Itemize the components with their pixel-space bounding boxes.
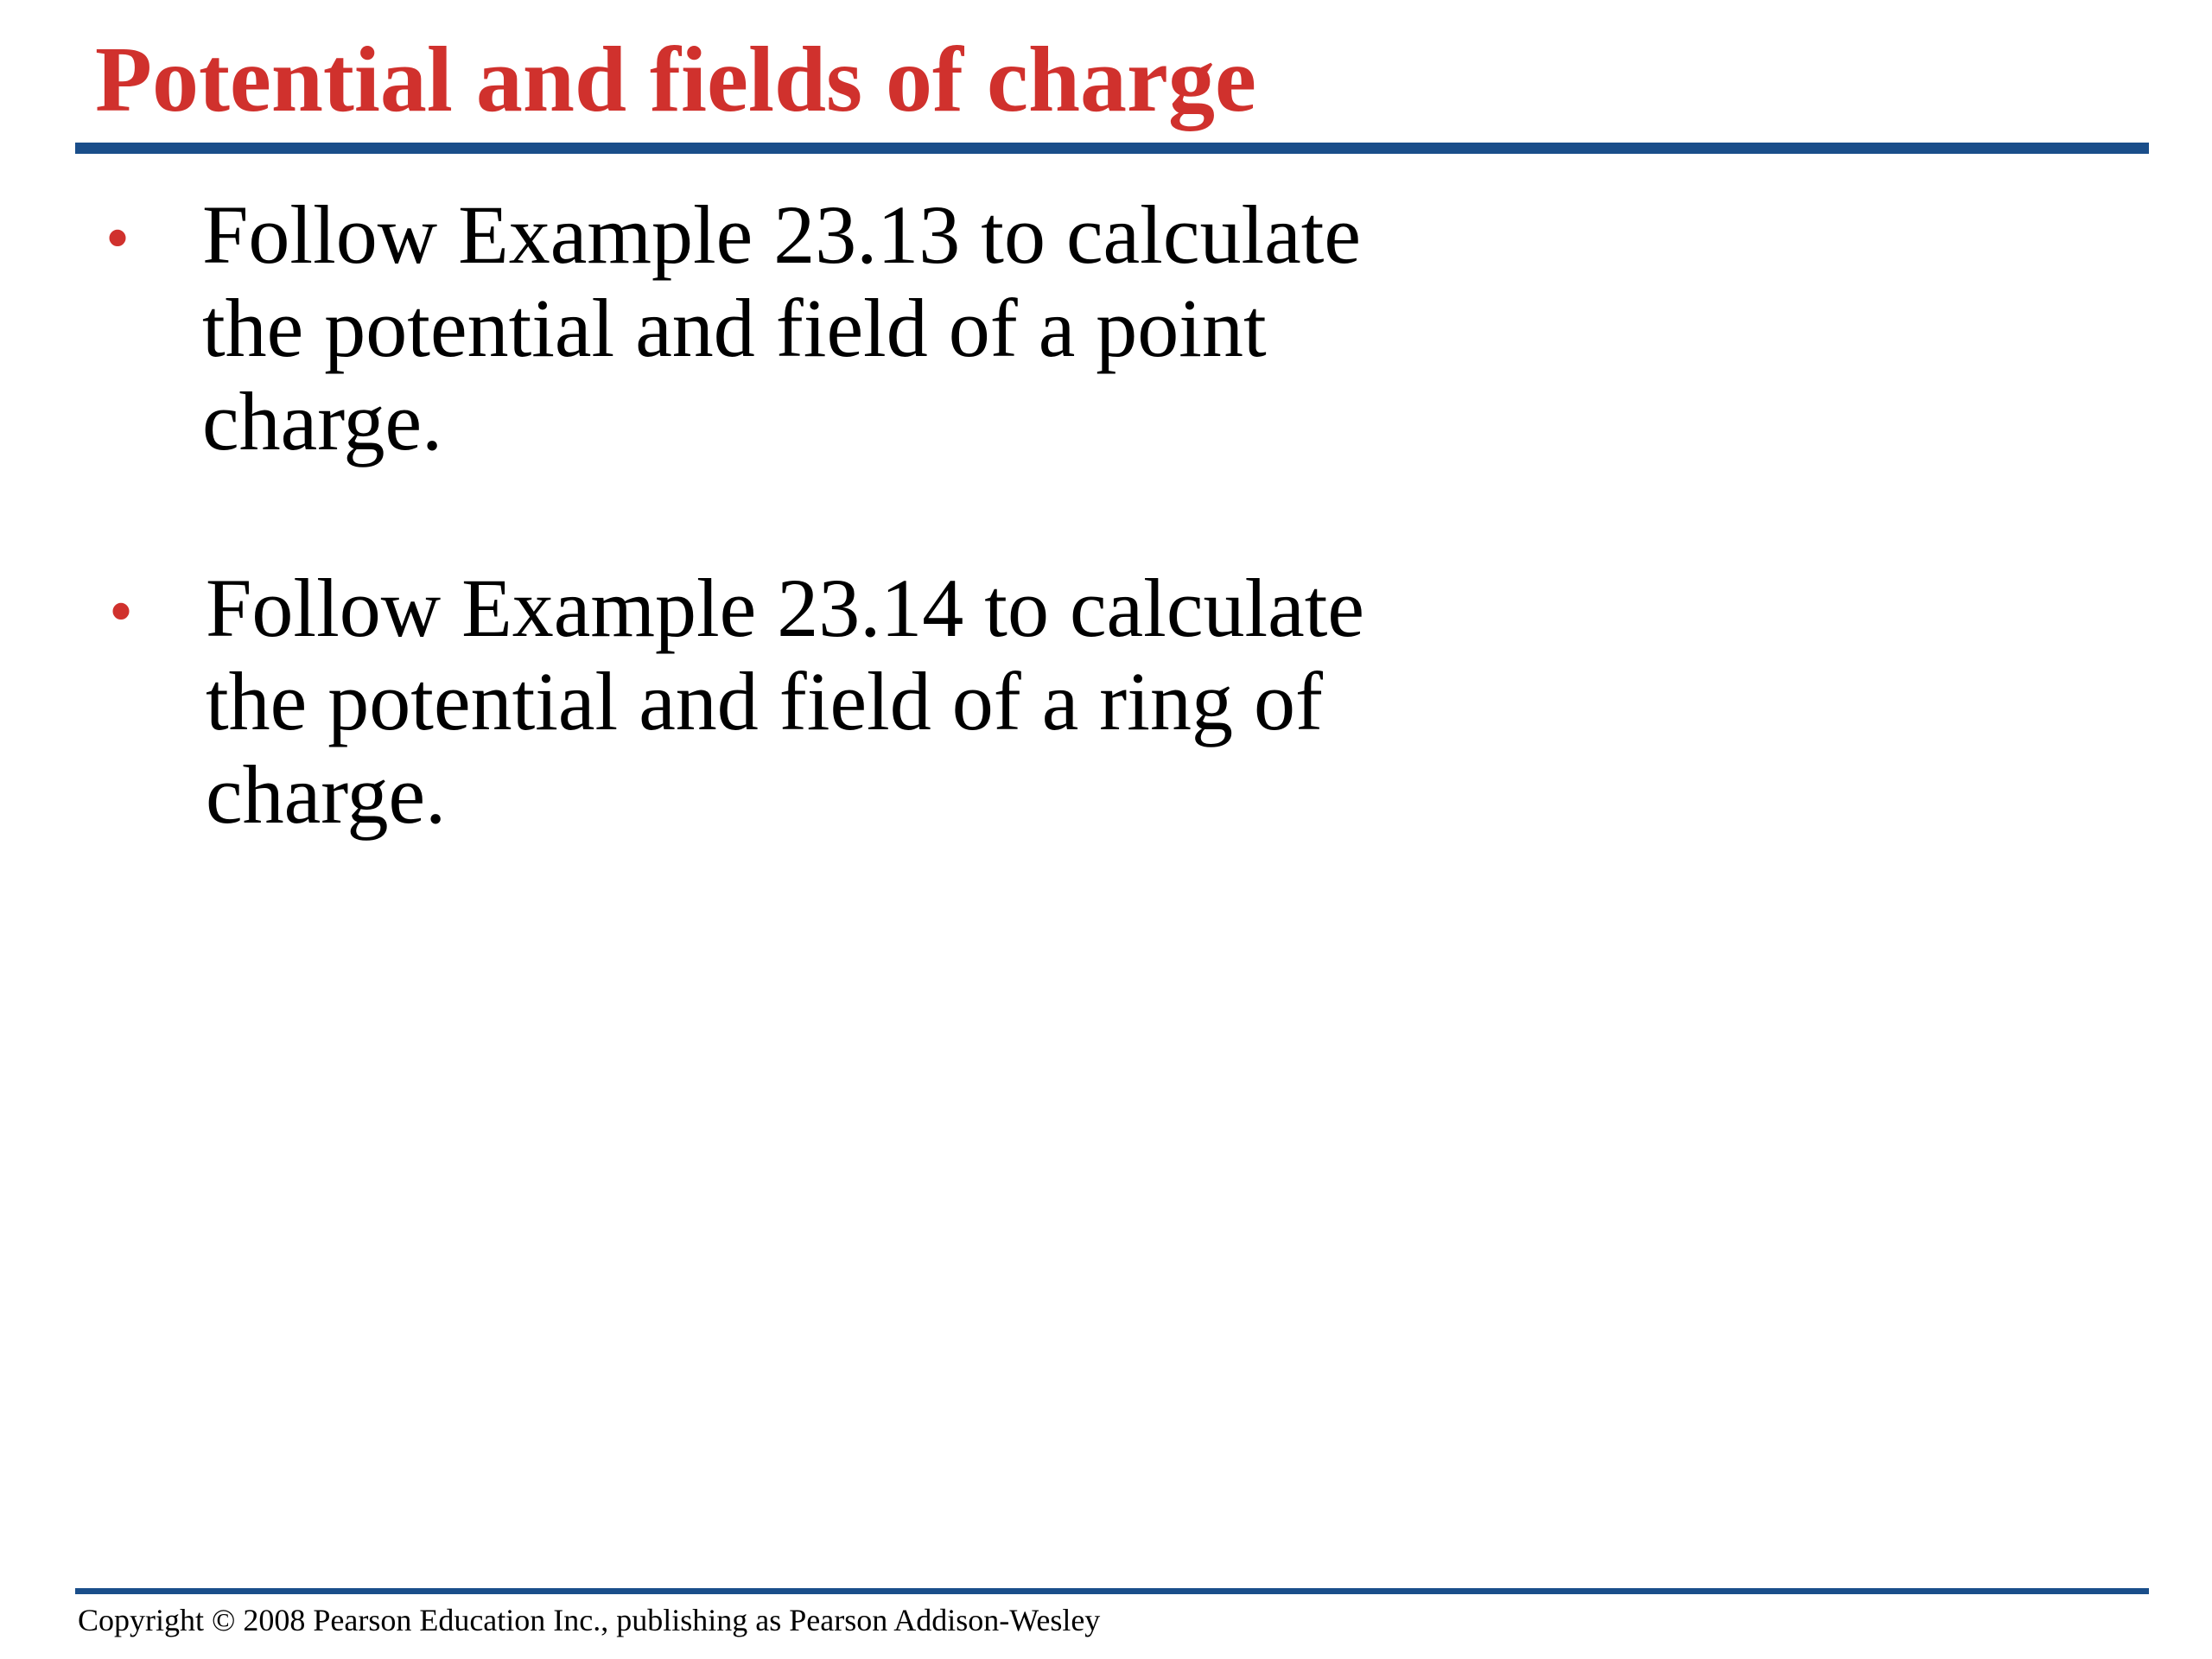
footer-divider	[75, 1588, 2149, 1594]
bullet-marker: •	[109, 574, 134, 650]
bullet-line: the potential and field of a ring of	[206, 655, 1323, 747]
copyright-footer: Copyright © 2008 Pearson Education Inc., publishing as Pearson Addison-Wesley	[78, 1603, 1101, 1637]
bullet-line: Follow Example 23.13 to calculate	[202, 188, 1361, 281]
bullet-text	[206, 562, 1502, 842]
slide-title: Potential and fields of charge	[95, 29, 1256, 131]
bullet-line: charge.	[206, 748, 447, 841]
bullet-marker: •	[105, 200, 130, 276]
bullet-line: charge.	[202, 375, 443, 467]
bullet-line: the potential and field of a point	[202, 282, 1267, 374]
bullet-text	[202, 188, 1498, 468]
bullet-line: Follow Example 23.14 to calculate	[206, 562, 1364, 654]
title-divider	[75, 143, 2149, 154]
